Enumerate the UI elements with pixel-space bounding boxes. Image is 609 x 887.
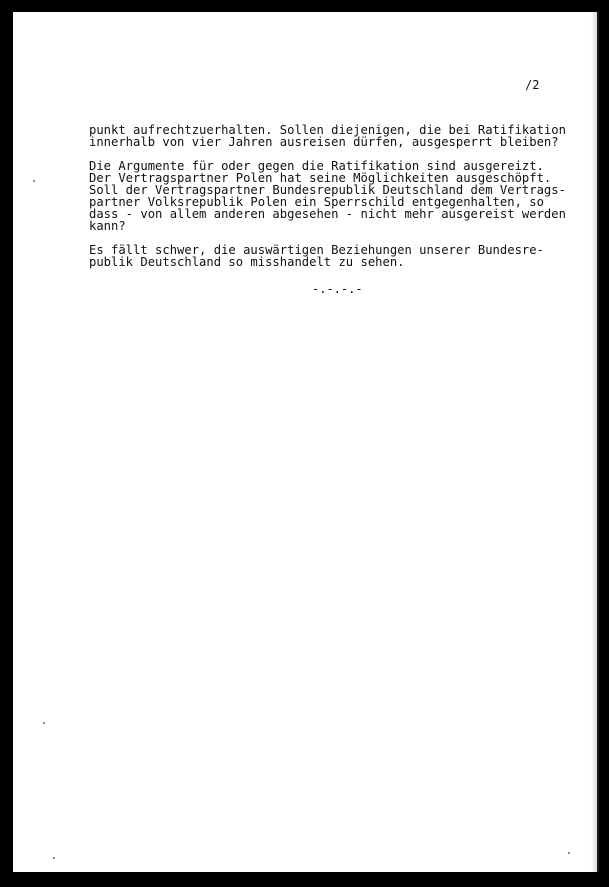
text-line: dass - von allem anderen abgesehen - nicht mehr ausgereist werden xyxy=(89,207,566,221)
text-line: innerhalb von vier Jahren ausreisen dürfen, ausgesperrt bleiben? xyxy=(89,135,559,149)
text-line: kann? xyxy=(89,219,126,233)
text-line: Die Argumente für oder gegen die Ratifikation sind ausgereizt. xyxy=(89,159,544,173)
scan-speck xyxy=(568,852,570,854)
text-line: publik Deutschland so misshandelt zu sehen. xyxy=(89,255,405,269)
text-line: Der Vertragspartner Polen hat seine Möglichkeiten ausgeschöpft. xyxy=(89,171,552,185)
document-page xyxy=(13,12,599,872)
text-line: punkt aufrechtzuerhalten. Sollen diejenigen, die bei Ratifikation xyxy=(89,123,566,137)
end-marker: -.-.-.- xyxy=(312,282,363,296)
scan-speck xyxy=(53,857,55,859)
page-number: /2 xyxy=(525,78,540,92)
text-line: partner Volksrepublik Polen ein Sperrschild entgegenhalten, so xyxy=(89,195,544,209)
text-line: Es fällt schwer, die auswärtigen Beziehungen unserer Bundesre- xyxy=(89,243,544,257)
text-line: Soll der Vertragspartner Bundesrepublik Deutschland dem Vertrags- xyxy=(89,183,566,197)
scan-edge-shadow xyxy=(591,12,597,872)
scan-speck xyxy=(33,180,35,182)
scan-speck xyxy=(43,722,45,724)
